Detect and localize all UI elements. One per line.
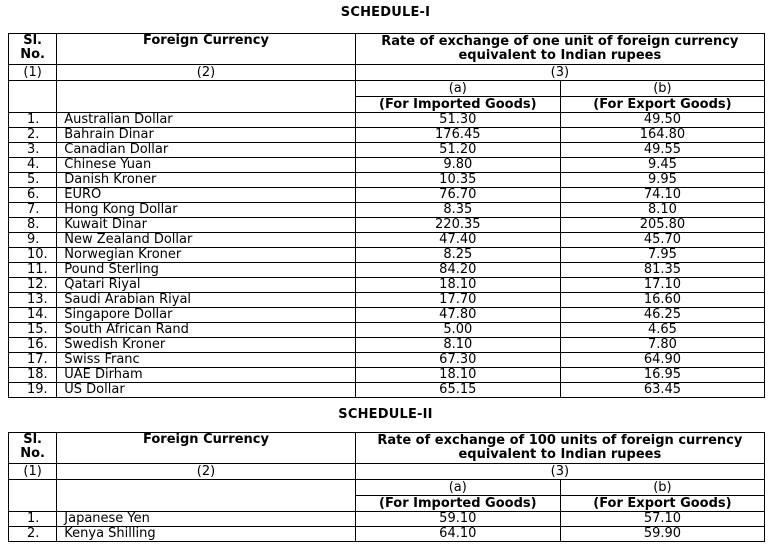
empty-cell — [57, 81, 355, 113]
sub-column-b: (b) — [560, 480, 764, 496]
rate-of-exchange-header: Rate of exchange of 100 units of foreign currency equivalent to Indian rupees — [355, 433, 764, 464]
sub-column-a: (a) — [355, 480, 560, 496]
table-row — [9, 218, 765, 233]
imported-rate-cell: 220.35 — [355, 218, 560, 233]
imported-rate-cell: 9.80 — [355, 158, 560, 173]
export-rate-cell: 59.90 — [560, 527, 764, 542]
currency-name-cell: EURO — [57, 188, 355, 203]
serial-number-cell: 9. — [9, 233, 57, 248]
export-rate-cell: 64.90 — [560, 353, 764, 368]
sl-no-header — [9, 433, 57, 464]
serial-number-cell: 14. — [9, 308, 57, 323]
foreign-currency-header: Foreign Currency — [57, 34, 355, 65]
export-rate-cell: 49.55 — [560, 143, 764, 158]
serial-number-cell: 13. — [9, 293, 57, 308]
currency-name-cell: Qatari Riyal — [57, 278, 355, 293]
sl-no-header-text: Sl. No. — [20, 33, 45, 62]
imported-rate-cell: 51.30 — [355, 113, 560, 128]
serial-number-cell: 1. — [9, 512, 57, 527]
sub-column-b: (b) — [560, 81, 764, 97]
currency-name-cell: Singapore Dollar — [57, 308, 355, 323]
export-rate-cell: 81.35 — [560, 263, 764, 278]
imported-rate-cell: 84.20 — [355, 263, 560, 278]
imported-rate-cell: 76.70 — [355, 188, 560, 203]
currency-name-cell: Pound Sterling — [57, 263, 355, 278]
rate-of-exchange-header: Rate of exchange of one unit of foreign currency equivalent to Indian rupees — [355, 34, 764, 65]
currency-name-cell: South African Rand — [57, 323, 355, 338]
export-rate-cell: 9.95 — [560, 173, 764, 188]
export-rate-cell: 74.10 — [560, 188, 764, 203]
imported-rate-cell: 8.35 — [355, 203, 560, 218]
imported-rate-cell: 18.10 — [355, 368, 560, 383]
table-row — [9, 113, 765, 128]
imported-rate-cell: 67.30 — [355, 353, 560, 368]
schedule-1-title: SCHEDULE-I — [340, 5, 431, 20]
imported-rate-cell: 64.10 — [355, 527, 560, 542]
export-rate-cell: 17.10 — [560, 278, 764, 293]
serial-number-cell: 6. — [9, 188, 57, 203]
currency-name-cell: Kuwait Dinar — [57, 218, 355, 233]
currency-name-cell: Australian Dollar — [57, 113, 355, 128]
column-2-number: (2) — [57, 65, 355, 81]
column-1-number: (1) — [9, 65, 57, 81]
imported-rate-cell: 47.40 — [355, 233, 560, 248]
export-rate-cell: 164.80 — [560, 128, 764, 143]
currency-name-cell: Kenya Shilling — [57, 527, 355, 542]
empty-cell — [57, 480, 355, 512]
currency-name-cell: Norwegian Kroner — [57, 248, 355, 263]
serial-number-cell: 12. — [9, 278, 57, 293]
table-row — [9, 233, 765, 248]
currency-name-cell: Swiss Franc — [57, 353, 355, 368]
currency-name-cell: Saudi Arabian Riyal — [57, 293, 355, 308]
serial-number-cell: 11. — [9, 263, 57, 278]
serial-number-cell: 7. — [9, 203, 57, 218]
serial-number-cell: 2. — [9, 527, 57, 542]
imported-rate-cell: 59.10 — [355, 512, 560, 527]
imported-rate-cell: 47.80 — [355, 308, 560, 323]
sub-column-letter-row — [9, 480, 765, 496]
serial-number-cell: 18. — [9, 368, 57, 383]
column-3-number: (3) — [355, 65, 764, 81]
imported-rate-cell: 18.10 — [355, 278, 560, 293]
export-goods-header: (For Export Goods) — [560, 97, 764, 113]
serial-number-cell: 8. — [9, 218, 57, 233]
export-rate-cell: 46.25 — [560, 308, 764, 323]
sub-column-a: (a) — [355, 81, 560, 97]
export-rate-cell: 16.60 — [560, 293, 764, 308]
table-row — [9, 203, 765, 218]
export-goods-header: (For Export Goods) — [560, 496, 764, 512]
export-rate-cell: 63.45 — [560, 383, 764, 398]
currency-name-cell: Canadian Dollar — [57, 143, 355, 158]
table-row — [9, 173, 765, 188]
imported-rate-cell: 51.20 — [355, 143, 560, 158]
serial-number-cell: 15. — [9, 323, 57, 338]
table-row — [9, 188, 765, 203]
export-rate-cell: 4.65 — [560, 323, 764, 338]
export-rate-cell: 57.10 — [560, 512, 764, 527]
export-rate-cell: 8.10 — [560, 203, 764, 218]
serial-number-cell: 16. — [9, 338, 57, 353]
table-row — [9, 263, 765, 278]
table-row — [9, 158, 765, 173]
column-1-number: (1) — [9, 464, 57, 480]
currency-name-cell: Hong Kong Dollar — [57, 203, 355, 218]
table-row — [9, 383, 765, 398]
imported-rate-cell: 8.10 — [355, 338, 560, 353]
table-row — [9, 353, 765, 368]
table-row — [9, 128, 765, 143]
table-row — [9, 308, 765, 323]
table-row — [9, 293, 765, 308]
table-row — [9, 527, 765, 542]
column-number-row — [9, 65, 765, 81]
serial-number-cell: 19. — [9, 383, 57, 398]
currency-name-cell: Swedish Kroner — [57, 338, 355, 353]
serial-number-cell: 3. — [9, 143, 57, 158]
header-row — [9, 433, 765, 464]
imported-rate-cell: 8.25 — [355, 248, 560, 263]
imported-rate-cell: 5.00 — [355, 323, 560, 338]
serial-number-cell: 17. — [9, 353, 57, 368]
table-row — [9, 248, 765, 263]
header-row — [9, 34, 765, 65]
currency-name-cell: Japanese Yen — [57, 512, 355, 527]
export-rate-cell: 16.95 — [560, 368, 764, 383]
serial-number-cell: 5. — [9, 173, 57, 188]
imported-rate-cell: 17.70 — [355, 293, 560, 308]
currency-name-cell: Danish Kroner — [57, 173, 355, 188]
table-row — [9, 278, 765, 293]
imported-rate-cell: 10.35 — [355, 173, 560, 188]
table-row — [9, 323, 765, 338]
currency-name-cell: Chinese Yuan — [57, 158, 355, 173]
schedule-2-body — [9, 433, 765, 542]
schedule-1-table — [8, 33, 765, 398]
schedule-2-title: SCHEDULE-II — [338, 407, 433, 422]
column-2-number: (2) — [57, 464, 355, 480]
imported-goods-header: (For Imported Goods) — [355, 97, 560, 113]
table-row — [9, 368, 765, 383]
schedule-1-body — [9, 34, 765, 398]
export-rate-cell: 7.95 — [560, 248, 764, 263]
serial-number-cell: 2. — [9, 128, 57, 143]
empty-cell — [9, 81, 57, 113]
serial-number-cell: 4. — [9, 158, 57, 173]
export-rate-cell: 9.45 — [560, 158, 764, 173]
imported-goods-header: (For Imported Goods) — [355, 496, 560, 512]
table-row — [9, 338, 765, 353]
sl-no-header-text: Sl. No. — [20, 432, 45, 461]
export-rate-cell: 45.70 — [560, 233, 764, 248]
sl-no-header — [9, 34, 57, 65]
currency-name-cell: US Dollar — [57, 383, 355, 398]
table-row — [9, 143, 765, 158]
imported-rate-cell: 176.45 — [355, 128, 560, 143]
sub-column-letter-row — [9, 81, 765, 97]
schedule-2-table — [8, 432, 765, 542]
serial-number-cell: 1. — [9, 113, 57, 128]
export-rate-cell: 49.50 — [560, 113, 764, 128]
table-row — [9, 512, 765, 527]
column-3-number: (3) — [355, 464, 764, 480]
export-rate-cell: 205.80 — [560, 218, 764, 233]
currency-name-cell: New Zealand Dollar — [57, 233, 355, 248]
currency-name-cell: UAE Dirham — [57, 368, 355, 383]
foreign-currency-header: Foreign Currency — [57, 433, 355, 464]
currency-name-cell: Bahrain Dinar — [57, 128, 355, 143]
imported-rate-cell: 65.15 — [355, 383, 560, 398]
column-number-row — [9, 464, 765, 480]
empty-cell — [9, 480, 57, 512]
export-rate-cell: 7.80 — [560, 338, 764, 353]
serial-number-cell: 10. — [9, 248, 57, 263]
